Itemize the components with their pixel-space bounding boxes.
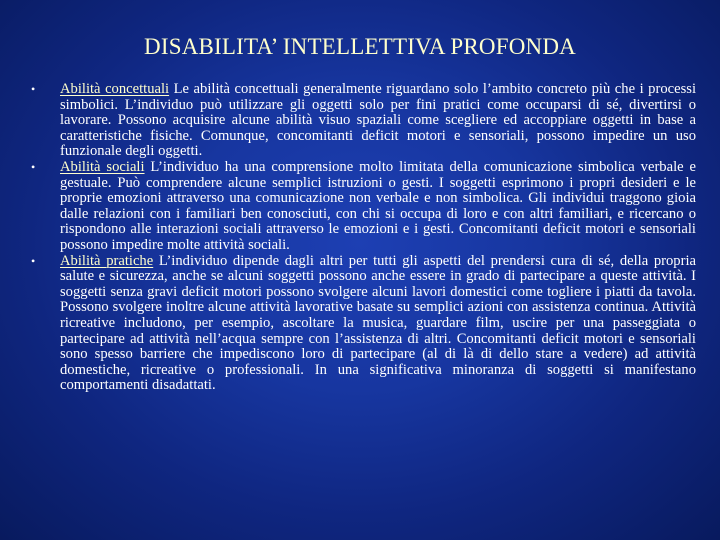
bullet-list <box>0 82 720 394</box>
bullet-dot-icon: • <box>31 159 36 174</box>
bullet-term: Abilità sociali <box>60 158 145 175</box>
bullet-text: L’individuo ha una comprensione molto limitata della comunicazione simbolica verbale e gestuale. Può comprendere alcune semplici istruzioni o gesti. I soggetti esprimono i propri desideri e le proprie emozioni attraverso una comunicazione non verbale e non simbolica. Gli individui traggono gioia dalle relazioni con i familiari ben conosciuti, con chi si occupa di loro e con altri familiari, e ricercano o rispondono alle interazioni sociali attraverso le emozioni e i gesti. Concomitanti deficit motori e sensoriali possono impedire molte attività sociali. <box>60 158 696 253</box>
bullet-term: Abilità pratiche <box>60 252 154 269</box>
bullet-item-pratiche <box>0 254 720 394</box>
bullet-text: Le abilità concettuali generalmente riguardano solo l’ambito concreto più che i processi simbolici. L’individuo può utilizzare gli oggetti solo per fini pratici come occuparsi di sé, divertirsi o lavorare. Possono acquisire alcune abilità visuo spaziali come scegliere ed accoppiare oggetti in base a caratteristiche fisiche. Comunque, concomitanti deficit motori e sensoriali, possono impedire un uso funzionale degli oggetti. <box>60 81 696 160</box>
bullet-dot-icon: • <box>31 253 36 268</box>
bullet-dot-icon: • <box>31 82 36 96</box>
bullet-term: Abilità concettuali <box>60 81 170 97</box>
bullet-item-concettuali <box>0 82 720 160</box>
bullet-item-sociali <box>0 160 720 254</box>
slide-title: DISABILITA’ INTELLETTIVA PROFONDA <box>144 34 576 59</box>
bullet-text: L’individuo dipende dagli altri per tutti gli aspetti del prendersi cura di sé, della propria salute e sicurezza, anche se alcuni soggetti possono anche essere in grado di partecipare a queste attività. I soggetti senza gravi deficit motori possono svolgere alcuni lavori domestici come togliere i piatti da tavola. Possono svolgere inoltre alcune attività lavorative basate su semplici azioni con assistenza continua. Attività ricreative includono, per esempio, ascoltare la musica, guardare film, uscire per una passeggiata o partecipare ad attività nell’acqua sempre con l’assistenza di altri. Concomitanti deficit motori e sensoriali sono spesso barriere che impediscono loro di partecipare (al di là di dello stare a vedere) ad attività domestiche, ricreative o professionali. In una significativa minoranza di soggetti si manifestano comportamenti disadattati. <box>60 252 696 394</box>
